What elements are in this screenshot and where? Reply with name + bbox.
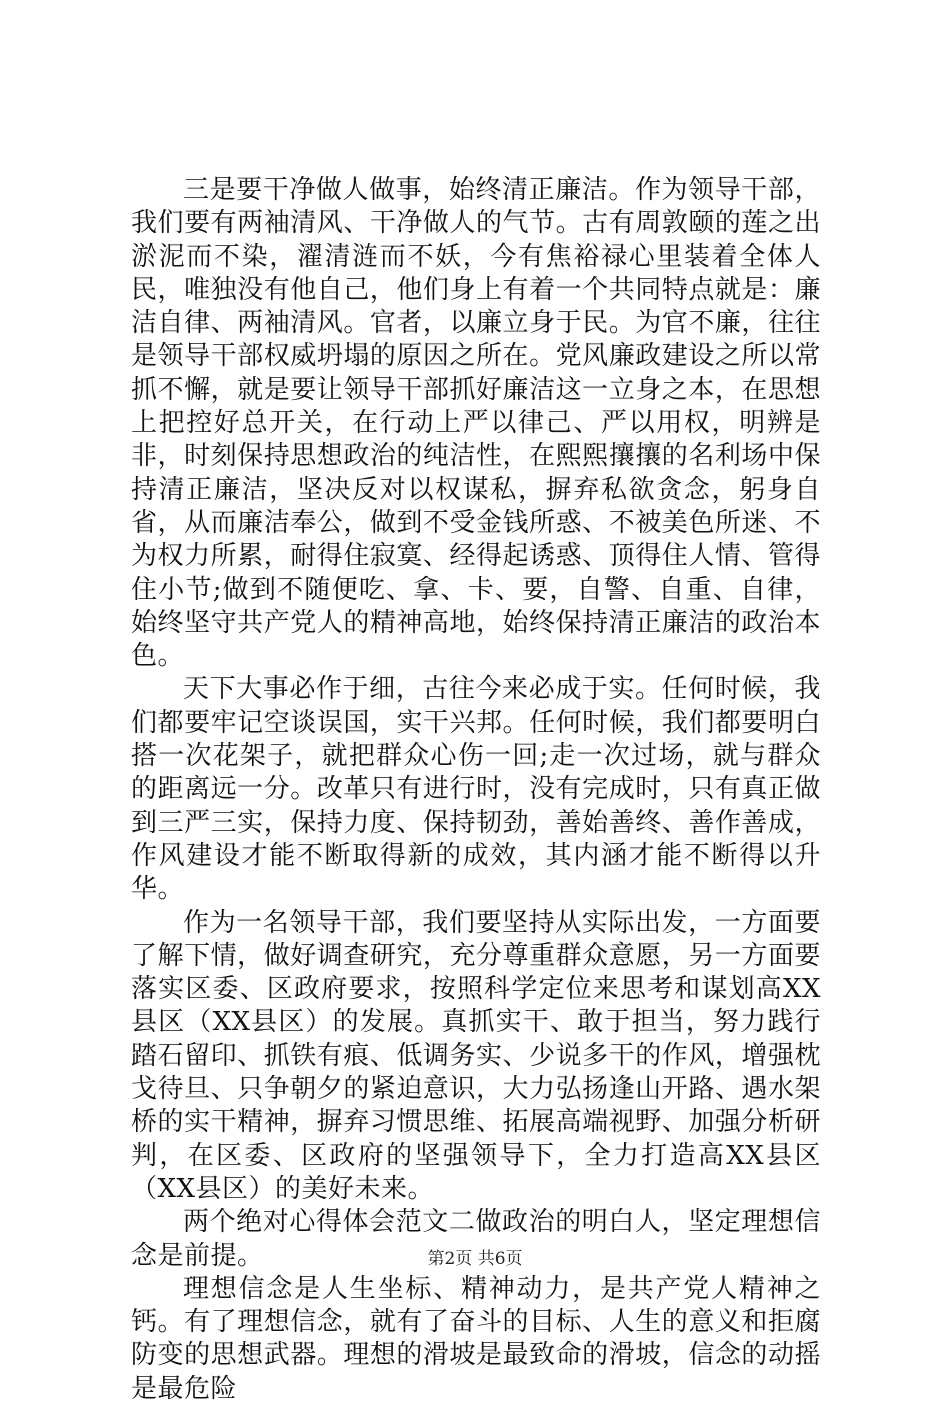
paragraph-section-heading: 两个绝对心得体会范文二做政治的明白人，坚定理想信念是前提。 bbox=[131, 1207, 821, 1271]
document-body bbox=[131, 174, 821, 1406]
page-footer: 第2页 共6页 bbox=[427, 1249, 523, 1269]
paragraph-practical-work: 天下大事必作于细，古往今来必成于实。任何时候，我们都要牢记空谈误国，实干兴邦。任何时候，我们都要明白搭一次花架子，就把群众心伤一回;走一次过场，就与群众的距离远一分。改革只有进行时，没有完成时，只有真正做到三严三实，保持力度、保持韧劲，善始善终、善作善成，作风建设才能不断取得新的成效，其内涵才能不断得以升华。 bbox=[131, 674, 821, 905]
paragraph-clean-integrity: 三是要干净做人做事，始终清正廉洁。作为领导干部，我们要有两袖清风、干净做人的气节。古有周敦颐的莲之出淤泥而不染，濯清涟而不妖，今有焦裕禄心里装着全体人民，唯独没有他自己，他们身上有着一个共同特点就是：廉洁自律、两袖清风。官者，以廉立身于民。为官不廉，往往是领导干部权威坍塌的原因之所在。党风廉政建设之所以常抓不懈，就是要让领导干部抓好廉洁这一立身之本，在思想上把控好总开关，在行动上严以律己、严以用权，明辨是非，时刻保持思想政治的纯洁性，在熙熙攘攘的名利场中保持清正廉洁，坚决反对以权谋私，摒弃私欲贪念，躬身自省，从而廉洁奉公，做到不受金钱所惑、不被美色所迷、不为权力所累，耐得住寂寞、经得起诱惑、顶得住人情、管得住小节;做到不随便吃、拿、卡、要，自警、自重、自律，始终坚守共产党人的精神高地，始终保持清正廉洁的政治本色。 bbox=[131, 175, 821, 672]
paragraph-leader-duty: 作为一名领导干部，我们要坚持从实际出发，一方面要了解下情，做好调查研究，充分尊重群众意愿，另一方面要落实区委、区政府要求，按照科学定位来思考和谋划高XX县区（XX县区）的发展。真抓实干、敢于担当，努力践行踏石留印、抓铁有痕、低调务实、少说多干的作风，增强枕戈待旦、只争朝夕的紧迫意识，大力弘扬逢山开路、遇水架桥的实干精神，摒弃习惯思维、拓展高端视野、加强分析研判，在区委、区政府的坚强领导下，全力打造高XX县区（XX县区）的美好未来。 bbox=[131, 907, 821, 1204]
paragraph-ideals-beliefs: 理想信念是人生坐标、精神动力，是共产党人精神之钙。有了理想信念，就有了奋斗的目标、人生的意义和拒腐防变的思想武器。理想的滑坡是最致命的滑坡，信念的动摇是最危险 bbox=[131, 1273, 821, 1404]
